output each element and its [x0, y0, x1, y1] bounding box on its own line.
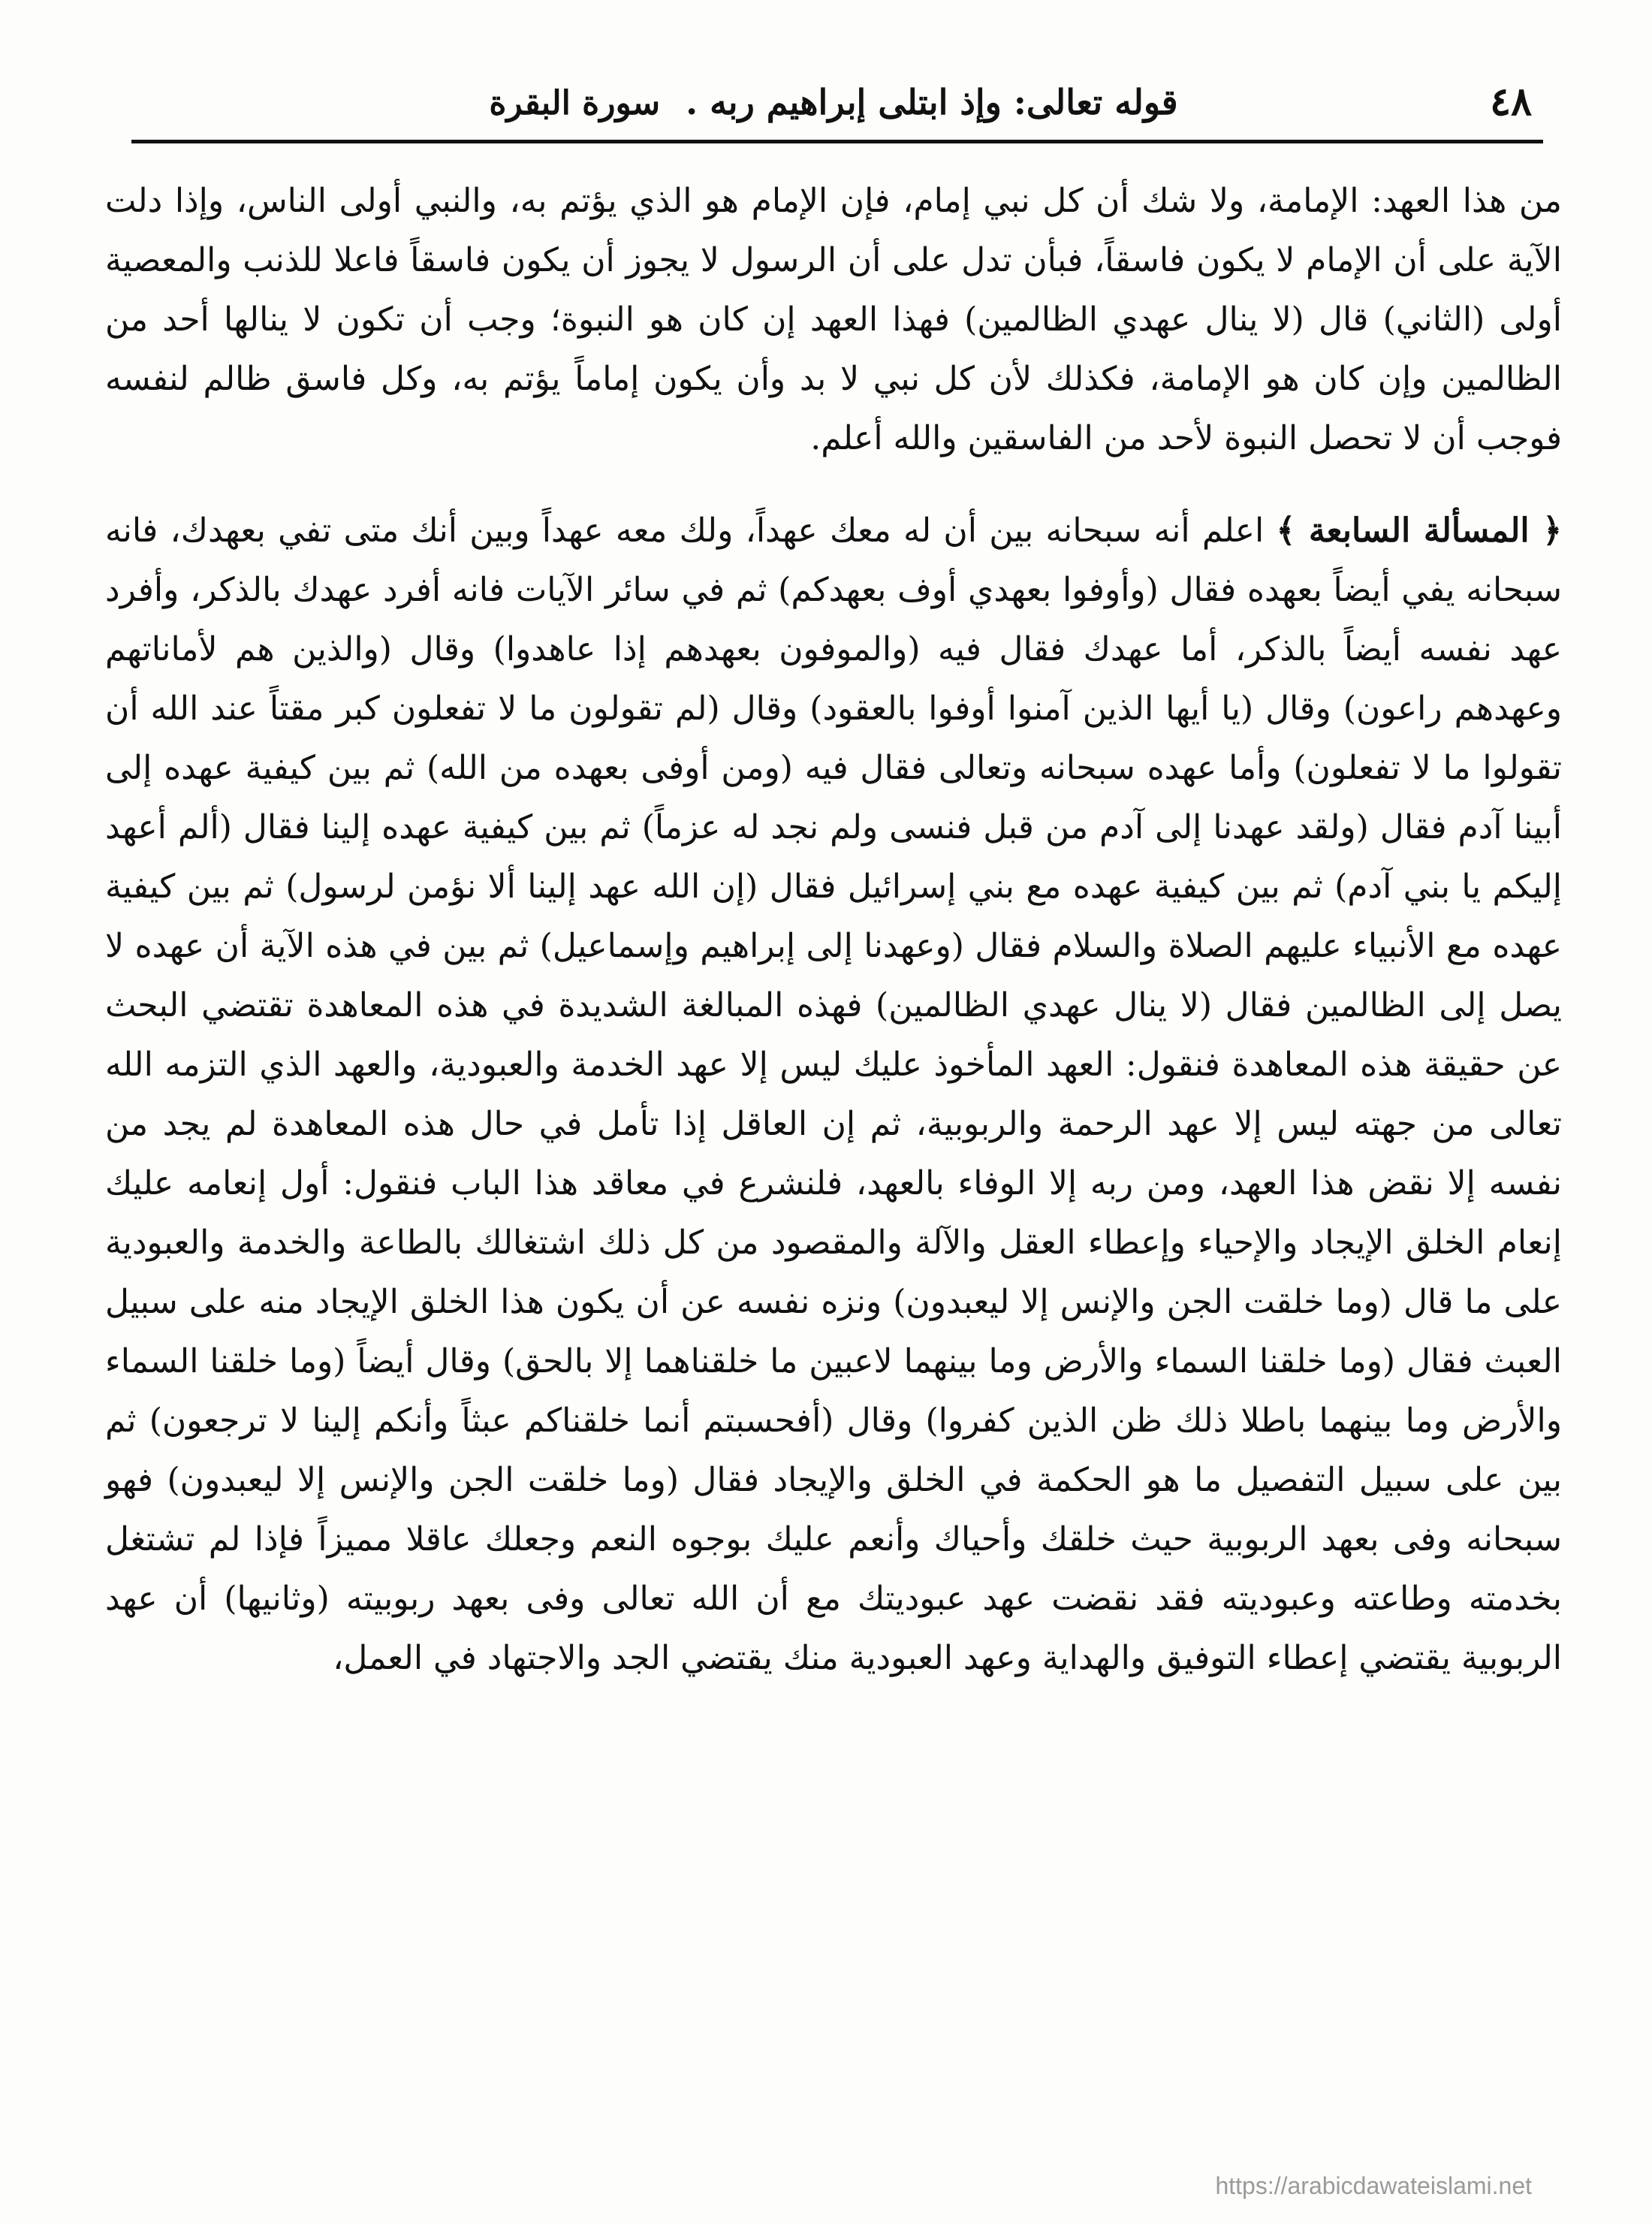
page-number: ٤٨: [1490, 79, 1532, 125]
watermark-url: https://arabicdawateislami.net: [1215, 2172, 1532, 2199]
paragraph-text: اعلم أنه سبحانه بين أن له معك عهداً، ولك معه عهداً وبين أنك متى تفي بعهدك، فانه سبحانه يفي أيضاً بعهده فقال (وأوفوا بعهدي أوف بعهدكم) ثم في سائر الآيات فانه أفرد عهدك بالذكر، وأفرد عهد نفسه أيضاً بالذكر، أما عهدك فقال فيه (والموفون بعهدهم إذا عاهدوا) وقال (والذين هم لأماناتهم وعهدهم راعون) وقال (يا أيها الذين آمنوا أوفوا بالعقود) وقال (لم تقولون ما لا تفعلون كبر مقتاً عند الله أن تقولوا ما لا تفعلون) وأما عهده سبحانه وتعالى فقال فيه (ومن أوفى بعهده من الله) ثم بين كيفية عهده إلى أبينا آدم فقال (ولقد عهدنا إلى آدم من قبل فنسى ولم نجد له عزماً) ثم بين كيفية عهده إلينا فقال (ألم أعهد إليكم يا بني آدم) ثم بين كيفية عهده مع بني إسرائيل فقال (إن الله عهد إلينا ألا نؤمن لرسول) ثم بين كيفية عهده مع الأنبياء عليهم الصلاة والسلام فقال (وعهدنا إلى إبراهيم وإسماعيل) ثم بين في هذه الآية أن عهده لا يصل إلى الظالمين فقال (لا ينال عهدي الظالمين) فهذه المبالغة الشديدة في هذه المعاهدة تقتضي البحث عن حقيقة هذه المعاهدة فنقول: العهد المأخوذ عليك ليس إلا عهد الخدمة والعبودية، والعهد الذي التزمه الله تعالى من جهته ليس إلا عهد الرحمة والربوبية، ثم إن العاقل إذا تأمل في حال هذه المعاهدة لم يجد من نفسه إلا نقض هذا العهد، ومن ربه إلا الوفاء بالعهد، فلنشرع في معاقد هذا الباب فنقول: أول إنعامه عليك إنعام الخلق الإيجاد والإحياء وإعطاء العقل والآلة والمقصود من كل ذلك اشتغالك بالطاعة والخدمة والعبودية على ما قال (وما خلقت الجن والإنس إلا ليعبدون) ونزه نفسه عن أن يكون هذا الخلق الإيجاد منه على سبيل العبث فقال (وما خلقنا السماء والأرض وما بينهما لاعبين ما خلقناهما إلا بالحق) وقال أيضاً (وما خلقنا السماء والأرض وما بينهما باطلا ذلك ظن الذين كفروا) وقال (أفحسبتم أنما خلقناكم عبثاً وأنكم إلينا لا ترجعون) ثم بين على سبيل التفصيل ما هو الحكمة في الخلق والإيجاد فقال (وما خلقت الجن والإنس إلا ليعبدون) فهو سبحانه وفى بعهد الربوبية حيث خلقك وأحياك وأنعم عليك بوجوه النعم وجعلك عاقلا مميزاً فإذا لم تشتغل بخدمته وطاعته وعبوديته فقد نقضت عهد عبوديتك مع أن الله تعالى وفى بعهد ربوبيته (وثانيها) أن عهد الربوبية يقتضي إعطاء التوفيق والهداية وعهد العبودية منك يقتضي الجد والاجتهاد في العمل،: [105, 511, 1563, 1677]
running-title-text: قوله تعالى: وإذ ابتلى إبراهيم ربه .: [686, 82, 1178, 122]
paragraph-seventh-issue: [105, 501, 1562, 1688]
paragraph-continuation: [105, 171, 1562, 468]
running-title: [113, 82, 1554, 122]
page-header: [113, 71, 1554, 140]
surah-name: سورة البقرة: [489, 84, 661, 122]
page-body: [105, 171, 1562, 1688]
section-heading: ﴿ المسألة السابعة ﴾: [1276, 511, 1563, 550]
paragraph-text: من هذا العهد: الإمامة، ولا شك أن كل نبي إمام، فإن الإمام هو الذي يؤتم به، والنبي أولى الناس، وإذا دلت الآية على أن الإمام لا يكون فاسقاً، فبأن تدل على أن الرسول لا يجوز أن يكون فاسقاً فاعلا للذنب والمعصية أولى (الثاني) قال (لا ينال عهدي الظالمين) فهذا العهد إن كان هو النبوة؛ وجب أن تكون لا ينالها أحد من الظالمين وإن كان هو الإمامة، فكذلك لأن كل نبي لا بد وأن يكون إماماً يؤتم به، وكل فاسق ظالم لنفسه فوجب أن لا تحصل النبوة لأحد من الفاسقين والله أعلم.: [105, 182, 1562, 457]
header-rule: [131, 140, 1543, 143]
